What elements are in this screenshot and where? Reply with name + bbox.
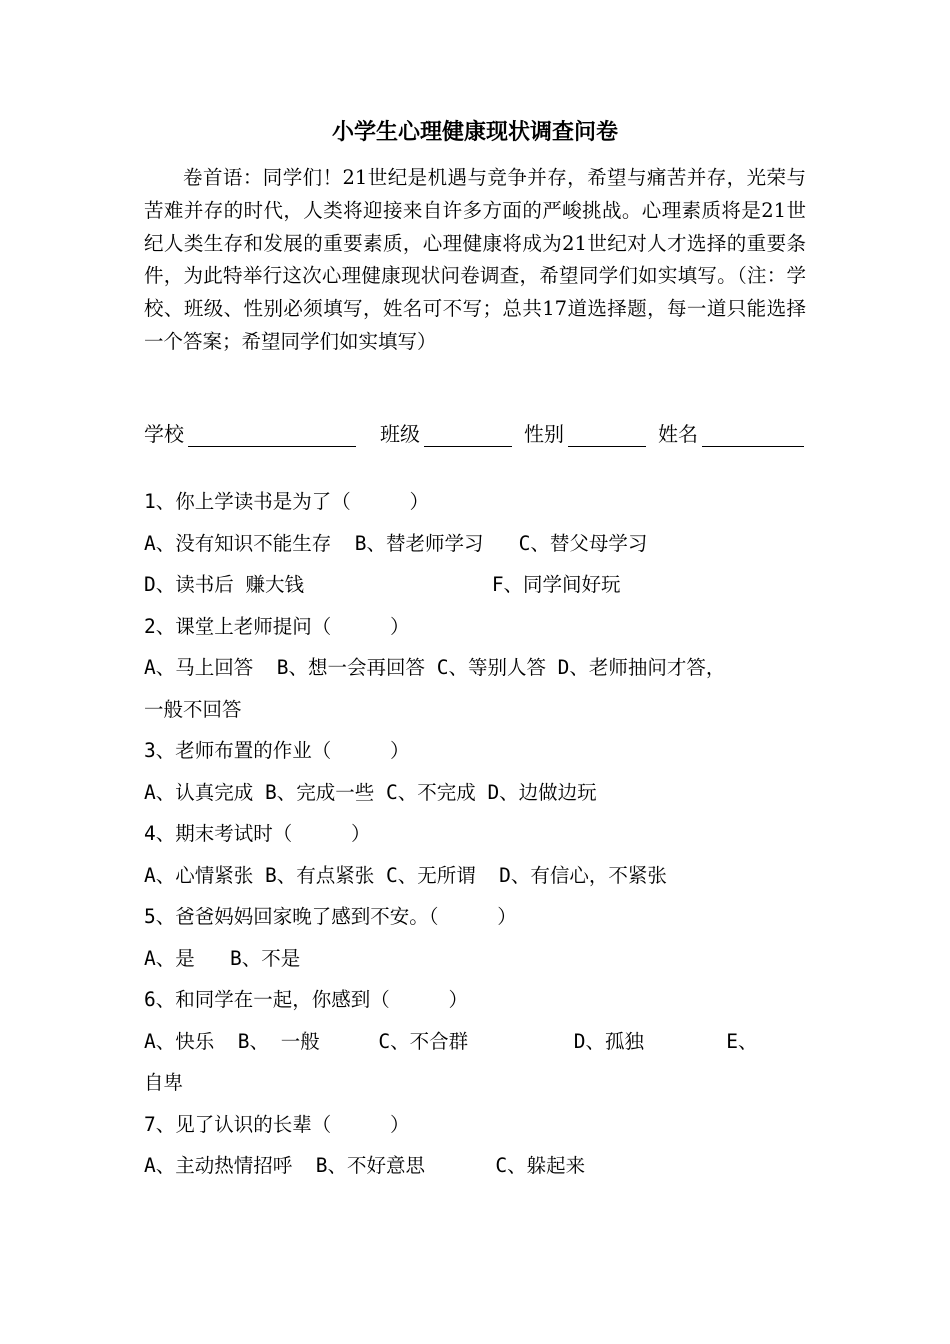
question-1-options-line-2: D、读书后 赚大钱 F、同学间好玩 — [144, 573, 621, 596]
student-info-row — [0, 418, 950, 450]
question-1-options-line-1: A、没有知识不能生存 B、替老师学习 C、替父母学习 — [144, 532, 648, 555]
question-7-options: A、主动热情招呼 B、不好意思 C、躲起来 — [144, 1154, 586, 1177]
question-5: 5、爸爸妈妈回家晚了感到不安。（ ） — [144, 905, 517, 928]
question-4: 4、期末考试时（ ） — [144, 822, 371, 845]
gender-blank[interactable] — [568, 446, 646, 447]
question-1: 1、你上学读书是为了（ ） — [144, 490, 429, 513]
name-blank[interactable] — [702, 446, 804, 447]
question-2: 2、课堂上老师提问（ ） — [144, 615, 410, 638]
question-6-options-line-1: A、快乐 B、 一般 C、不合群 D、孤独 E、 — [144, 1030, 758, 1053]
intro-paragraph: 卷首语：同学们！21世纪是机遇与竞争并存，希望与痛苦并存，光荣与苦难并存的时代，人类将迎接来自许多方面的严峻挑战。心理素质将是21世纪人类生存和发展的重要素质，心理健康将成为21世纪对人才选择的重要条件，为此特举行这次心理健康现状问卷调查，希望同学们如实填写。（注：学校、班级、性别必须填写，姓名可不写；总共17道选择题，每一道只能选择一个答案；希望同学们如实填写） — [144, 166, 806, 353]
gender-label: 性别 — [524, 422, 564, 446]
page-title: 小学生心理健康现状调查问卷 — [331, 119, 618, 145]
question-3-options: A、认真完成 B、完成一些 C、不完成 D、边做边玩 — [144, 781, 597, 804]
question-5-options: A、是 B、不是 — [144, 947, 301, 970]
question-2-options-line-2: 一般不回答 — [144, 698, 242, 721]
question-7: 7、见了认识的长辈（ ） — [144, 1113, 410, 1136]
class-label: 班级 — [380, 422, 420, 446]
question-3: 3、老师布置的作业（ ） — [144, 739, 410, 762]
class-blank[interactable] — [424, 446, 512, 447]
question-6: 6、和同学在一起，你感到（ ） — [144, 988, 468, 1011]
question-2-options-line-1: A、马上回答 B、想一会再回答 C、等别人答 D、老师抽问才答， — [144, 656, 726, 679]
name-label: 姓名 — [658, 422, 698, 446]
school-blank[interactable] — [188, 446, 356, 447]
question-6-options-line-2: 自卑 — [144, 1071, 184, 1094]
question-4-options: A、心情紧张 B、有点紧张 C、无所谓 D、有信心，不紧张 — [144, 864, 667, 887]
school-label: 学校 — [144, 422, 184, 446]
